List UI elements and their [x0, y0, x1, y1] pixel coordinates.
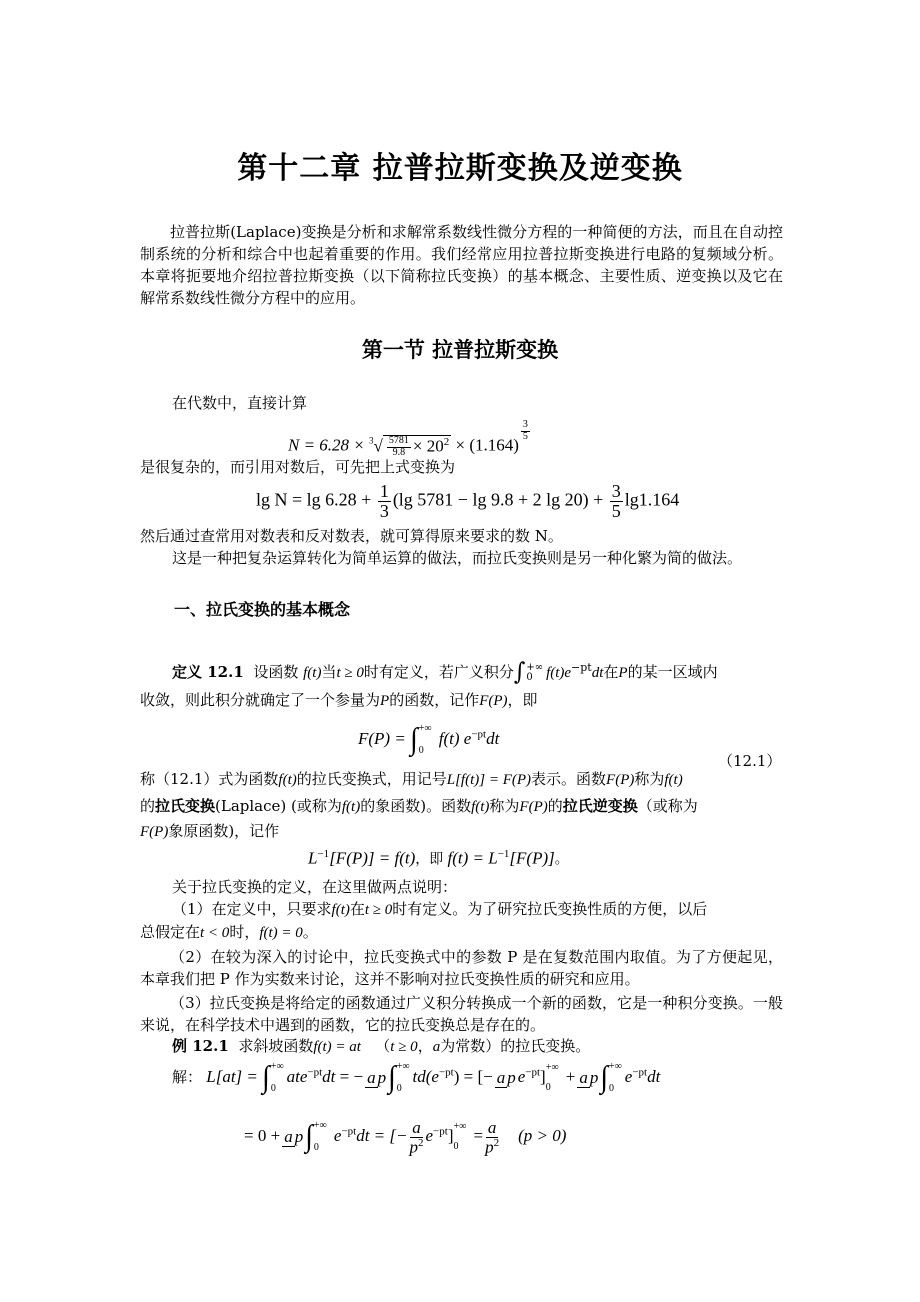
then-paragraph: 然后通过查常用对数表和反对数表，就可算得原来要求的数 N。 [140, 527, 563, 545]
note1-line1: （1）在定义中，只要求f(t)在t ≥ 0时有定义。为了研究拉氏变换性质的方便，以后 [172, 900, 708, 918]
notes-intro: 关于拉氏变换的定义，在这里做两点说明： [172, 878, 458, 896]
cube-root: $^3$√ $\frac{5781}{9.8}$ × $20^2$ [369, 435, 450, 458]
frac-3-5: $\frac{3}{5}$ [611, 481, 621, 521]
formula-inverse: $L^{-1}[F(P)] = f(t)$，即 $f(t) = L^{-1}[F(P)]$。 [308, 848, 569, 868]
call-line3: F(P)象原函数)，记作 [140, 822, 280, 840]
root-index: 3 [369, 435, 374, 446]
solution-line2: = 0 + a p∫ +∞ 0 $e^{-pt}dt$ = [− $\frac{a}{p^2}$ $e^{-pt}$] +∞ 0 = $\frac{a}{p^2}$ (p > 0) [244, 1118, 567, 1157]
frac-1-3: $\frac{1}{3}$ [379, 481, 389, 521]
equation-number: （12.1） [718, 752, 782, 770]
heading-basic-concept: 一、拉氏变换的基本概念 [174, 600, 351, 619]
call-line2: 的拉氏变换(Laplace) (或称为f(t)的象函数)。函数f(t)称为F(P)的拉氏逆变换（或称为 [140, 797, 698, 815]
complex-paragraph: 是很复杂的，而引用对数后，可先把上式变换为 [140, 458, 456, 476]
example-line: 例 12.1 求斜坡函数f(t) = at （t ≥ 0，a为常数）的拉氏变换。 [172, 1037, 591, 1055]
exp-3-5: $\frac{3}{5}$ [522, 419, 528, 442]
note2-paragraph: （2）在较为深入的讨论中，拉氏变换式中的参数 P 是在复数范围内取值。为了方便起见，本章我们把 P 作为实数来讨论，这并不影响对拉氏变换性质的研究和应用。 [140, 948, 783, 988]
formula-lg: lg N = lg 6.28 + $\frac{1}{3}$ (lg 5781 − lg 9.8 + 2 lg 20) + $\frac{3}{5}$ lg1.164 [256, 481, 680, 521]
frac-5781-9.8: $\frac{5781}{9.8}$ [388, 435, 409, 458]
formula-fp: F(P) = ∫ +∞ 0 f(t) $e^{-pt}dt$ [358, 722, 500, 757]
intro-paragraph: 拉普拉斯(Laplace)变换是分析和求解常系数线性微分方程的一种简便的方法，而且在自动控制系统的分析和综合中也起着重要的作用。我们经常应用拉普拉斯变换进行电路的复频域分析。本章将扼要地介绍拉普拉斯变换（以下简称拉氏变换）的基本概念、主要性质、逆变换以及它在解常系数线性微分方程中的应用。 [140, 223, 783, 307]
call-line1: 称（12.1）式为函数f(t)的拉氏变换式，用记号L[f(t)] = F(P)表示。函数F(P)称为f(t) [140, 770, 683, 788]
note1-line2: 总假定在t < 0时，f(t) = 0。 [140, 923, 318, 941]
section-title: 第一节 拉普拉斯变换 [361, 337, 559, 362]
algebra-paragraph: 在代数中，直接计算 [172, 394, 308, 412]
this-paragraph: 这是一种把复杂运算转化为简单运算的做法，而拉氏变换则是另一种化繁为简的做法。 [172, 549, 743, 567]
integral-sign: ∫ [513, 658, 526, 687]
formula-n-tail: × (1.164) [455, 435, 519, 455]
note3-paragraph: （3）拉氏变换是将给定的函数通过广义积分转换成一个新的函数，它是一种积分变换。一般来说，在科学技术中遇到的函数，它的拉氏变换总是存在的。 [140, 994, 783, 1034]
chapter-title: 第十二章 拉普拉斯变换及逆变换 [237, 151, 683, 186]
solution-line1: 解： L[at] = ∫ +∞ 0 ate$^{-pt}$dt = − a p∫ +∞ 0 $td(e^{-pt})$ = [− a p $e^{-pt}$] +∞ 0 + a p∫ +∞ 0 $e^{-pt}dt$ [172, 1060, 661, 1095]
definition-line2: 收敛，则此积分就确定了一个参量为P的函数，记作F(P)，即 [140, 691, 538, 709]
integral-sign: ∫ [410, 722, 418, 757]
formula-n [288, 420, 532, 458]
definition-line1: 定义 12.1 设函数 f(t)当t ≥ 0时有定义，若广义积分∫ +∞ 0 $f(t)e^{-pt}dt$在P的某一区域内 [172, 658, 718, 687]
formula-n-lhs: N = 6.28 × [288, 435, 365, 455]
